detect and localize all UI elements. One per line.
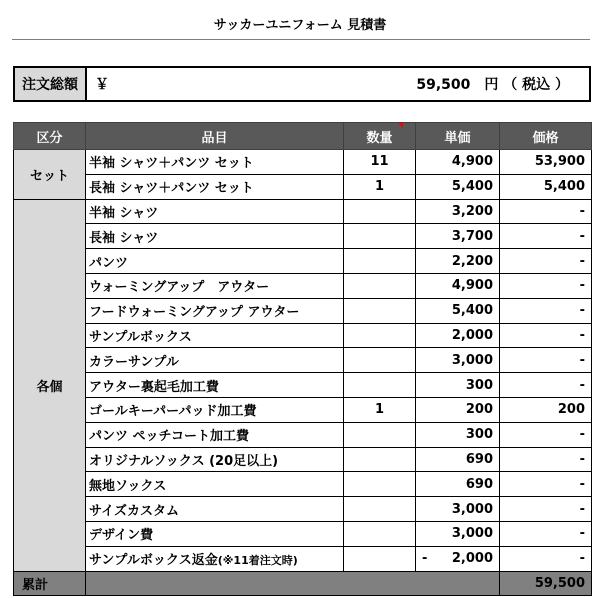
unit-price-cell <box>416 521 500 546</box>
comment-indicator-icon <box>398 123 403 128</box>
unit-price-cell <box>416 298 500 323</box>
price-cell: - <box>500 447 592 472</box>
item-name: デザイン費 <box>89 528 154 544</box>
table-row <box>14 397 592 422</box>
quantity-cell <box>344 447 416 472</box>
category-cell: セット <box>14 150 86 200</box>
quantity-cell <box>344 273 416 298</box>
item-name-cell <box>86 497 344 522</box>
unit-price-value: 690 <box>465 451 493 467</box>
item-name-cell <box>86 298 344 323</box>
price-cell: - <box>500 199 592 224</box>
unit-price-cell <box>416 397 500 422</box>
quantity-cell <box>344 298 416 323</box>
item-name-cell <box>86 447 344 472</box>
item-name-cell <box>86 174 344 199</box>
price-cell: - <box>500 521 592 546</box>
quantity-cell <box>344 323 416 348</box>
document-title: サッカーユニフォーム 見積書 <box>213 18 387 33</box>
order-total-label: 注文総額 <box>14 67 86 101</box>
order-total-table <box>13 66 591 102</box>
summary-spacer <box>86 571 500 596</box>
quantity-cell: 11 <box>344 150 416 175</box>
quantity-cell <box>344 373 416 398</box>
table-row <box>14 348 592 373</box>
unit-price-value: 2,000 <box>451 551 493 567</box>
table-row <box>14 472 592 497</box>
unit-price-value: 5,400 <box>451 303 493 319</box>
item-name-cell <box>86 150 344 175</box>
price-cell: - <box>500 348 592 373</box>
unit-price-value: 5,400 <box>451 179 493 195</box>
unit-price-cell <box>416 472 500 497</box>
unit-price-cell <box>416 199 500 224</box>
item-name: フードウォーミングアップ アウター <box>89 305 300 321</box>
price-cell: 5,400 <box>500 174 592 199</box>
quantity-cell: 1 <box>344 397 416 422</box>
unit-price-value: 300 <box>465 377 493 393</box>
table-row <box>14 298 592 323</box>
item-name: ゴールキーパーパッド加工費 <box>89 404 257 420</box>
table-row <box>14 521 592 546</box>
category-cell: 各個 <box>14 199 86 571</box>
item-name: 長袖 シャツ＋パンツ セット <box>89 181 254 197</box>
summary-label: 累計 <box>14 571 86 596</box>
table-row <box>14 447 592 472</box>
unit-price-value: 690 <box>465 476 493 492</box>
unit-price-value: 3,000 <box>451 501 493 517</box>
summary-row <box>14 571 592 596</box>
unit-price-value: 3,000 <box>451 352 493 368</box>
item-name-cell <box>86 348 344 373</box>
item-name: 半袖 シャツ <box>89 205 159 221</box>
table-row <box>14 323 592 348</box>
unit-price-value: 200 <box>465 402 493 418</box>
order-total-row <box>14 67 590 101</box>
quantity-cell <box>344 348 416 373</box>
item-name: アウター裏起毛加工費 <box>89 379 219 395</box>
table-row <box>14 497 592 522</box>
unit-price-cell <box>416 348 500 373</box>
item-name-cell <box>86 224 344 249</box>
unit-price-cell <box>416 174 500 199</box>
header-item: 品目 <box>86 123 344 150</box>
item-name: サンプルボックス <box>89 329 192 345</box>
title-divider <box>12 39 590 40</box>
price-cell: - <box>500 373 592 398</box>
summary-price: 59,500 <box>500 571 592 596</box>
item-name: 半袖 シャツ＋パンツ セット <box>89 156 254 172</box>
quantity-cell <box>344 199 416 224</box>
unit-price-cell <box>416 447 500 472</box>
quantity-cell <box>344 472 416 497</box>
item-note: (※11着注文時) <box>217 554 298 568</box>
unit-price-value: 4,900 <box>451 154 493 170</box>
currency-symbol: ￥ <box>86 67 126 101</box>
item-name: オリジナルソックス (20足以上) <box>89 453 279 469</box>
unit-price-cell <box>416 546 500 571</box>
unit-price-cell <box>416 224 500 249</box>
quantity-cell <box>344 224 416 249</box>
item-name-cell <box>86 546 344 571</box>
item-name-cell <box>86 472 344 497</box>
item-name-cell <box>86 521 344 546</box>
unit-price-value: 300 <box>465 427 493 443</box>
item-name: カラーサンプル <box>89 354 179 370</box>
item-name-cell <box>86 397 344 422</box>
price-cell: - <box>500 497 592 522</box>
table-row <box>14 224 592 249</box>
unit-price-cell <box>416 373 500 398</box>
item-name: サイズカスタム <box>89 503 179 519</box>
item-name: ウォーミングアップ アウター <box>89 280 270 296</box>
quantity-cell <box>344 546 416 571</box>
price-cell: - <box>500 546 592 571</box>
unit-price-value: 3,200 <box>451 203 493 219</box>
item-name-cell <box>86 323 344 348</box>
price-cell: - <box>500 273 592 298</box>
table-row <box>14 249 592 274</box>
unit-price-cell <box>416 150 500 175</box>
unit-price-cell <box>416 497 500 522</box>
quantity-cell <box>344 249 416 274</box>
unit-price-value: 2,200 <box>451 253 493 269</box>
table-row <box>14 373 592 398</box>
item-name: パンツ <box>89 255 129 271</box>
unit-price-sign: - <box>422 551 428 567</box>
table-row <box>14 199 592 224</box>
estimate-table <box>13 122 592 596</box>
unit-price-value: 2,000 <box>451 327 493 343</box>
header-category: 区分 <box>14 123 86 150</box>
unit-price-cell <box>416 273 500 298</box>
unit-price-value: 4,900 <box>451 278 493 294</box>
price-cell: 200 <box>500 397 592 422</box>
item-name-cell <box>86 199 344 224</box>
table-row <box>14 174 592 199</box>
item-name: 長袖 シャツ <box>89 230 159 246</box>
table-header-row <box>14 123 592 150</box>
unit-price-value: 3,000 <box>451 526 493 542</box>
quantity-cell: 1 <box>344 174 416 199</box>
price-cell: - <box>500 224 592 249</box>
price-cell: 53,900 <box>500 150 592 175</box>
quantity-cell <box>344 497 416 522</box>
item-name: 無地ソックス <box>89 478 167 494</box>
unit-price-cell <box>416 323 500 348</box>
header-unit-price: 単価 <box>416 123 500 150</box>
item-name: サンプルボックス返金 <box>89 553 218 569</box>
price-cell: - <box>500 249 592 274</box>
unit-price-cell <box>416 249 500 274</box>
header-quantity: 数量 <box>344 123 416 150</box>
item-name-cell <box>86 273 344 298</box>
item-name-cell <box>86 422 344 447</box>
unit-price-value: 3,700 <box>451 228 493 244</box>
table-row <box>14 273 592 298</box>
table-row <box>14 422 592 447</box>
price-cell: - <box>500 422 592 447</box>
header-price: 価格 <box>500 123 592 150</box>
table-row <box>14 546 592 571</box>
order-total-amount: 59,500 円 （ 税込 ） <box>126 67 590 101</box>
price-cell: - <box>500 298 592 323</box>
quantity-cell <box>344 422 416 447</box>
item-name-cell <box>86 373 344 398</box>
table-row <box>14 150 592 175</box>
item-name-cell <box>86 249 344 274</box>
price-cell: - <box>500 323 592 348</box>
item-name: パンツ ペッチコート加工費 <box>89 429 250 445</box>
quantity-cell <box>344 521 416 546</box>
price-cell: - <box>500 472 592 497</box>
unit-price-cell <box>416 422 500 447</box>
